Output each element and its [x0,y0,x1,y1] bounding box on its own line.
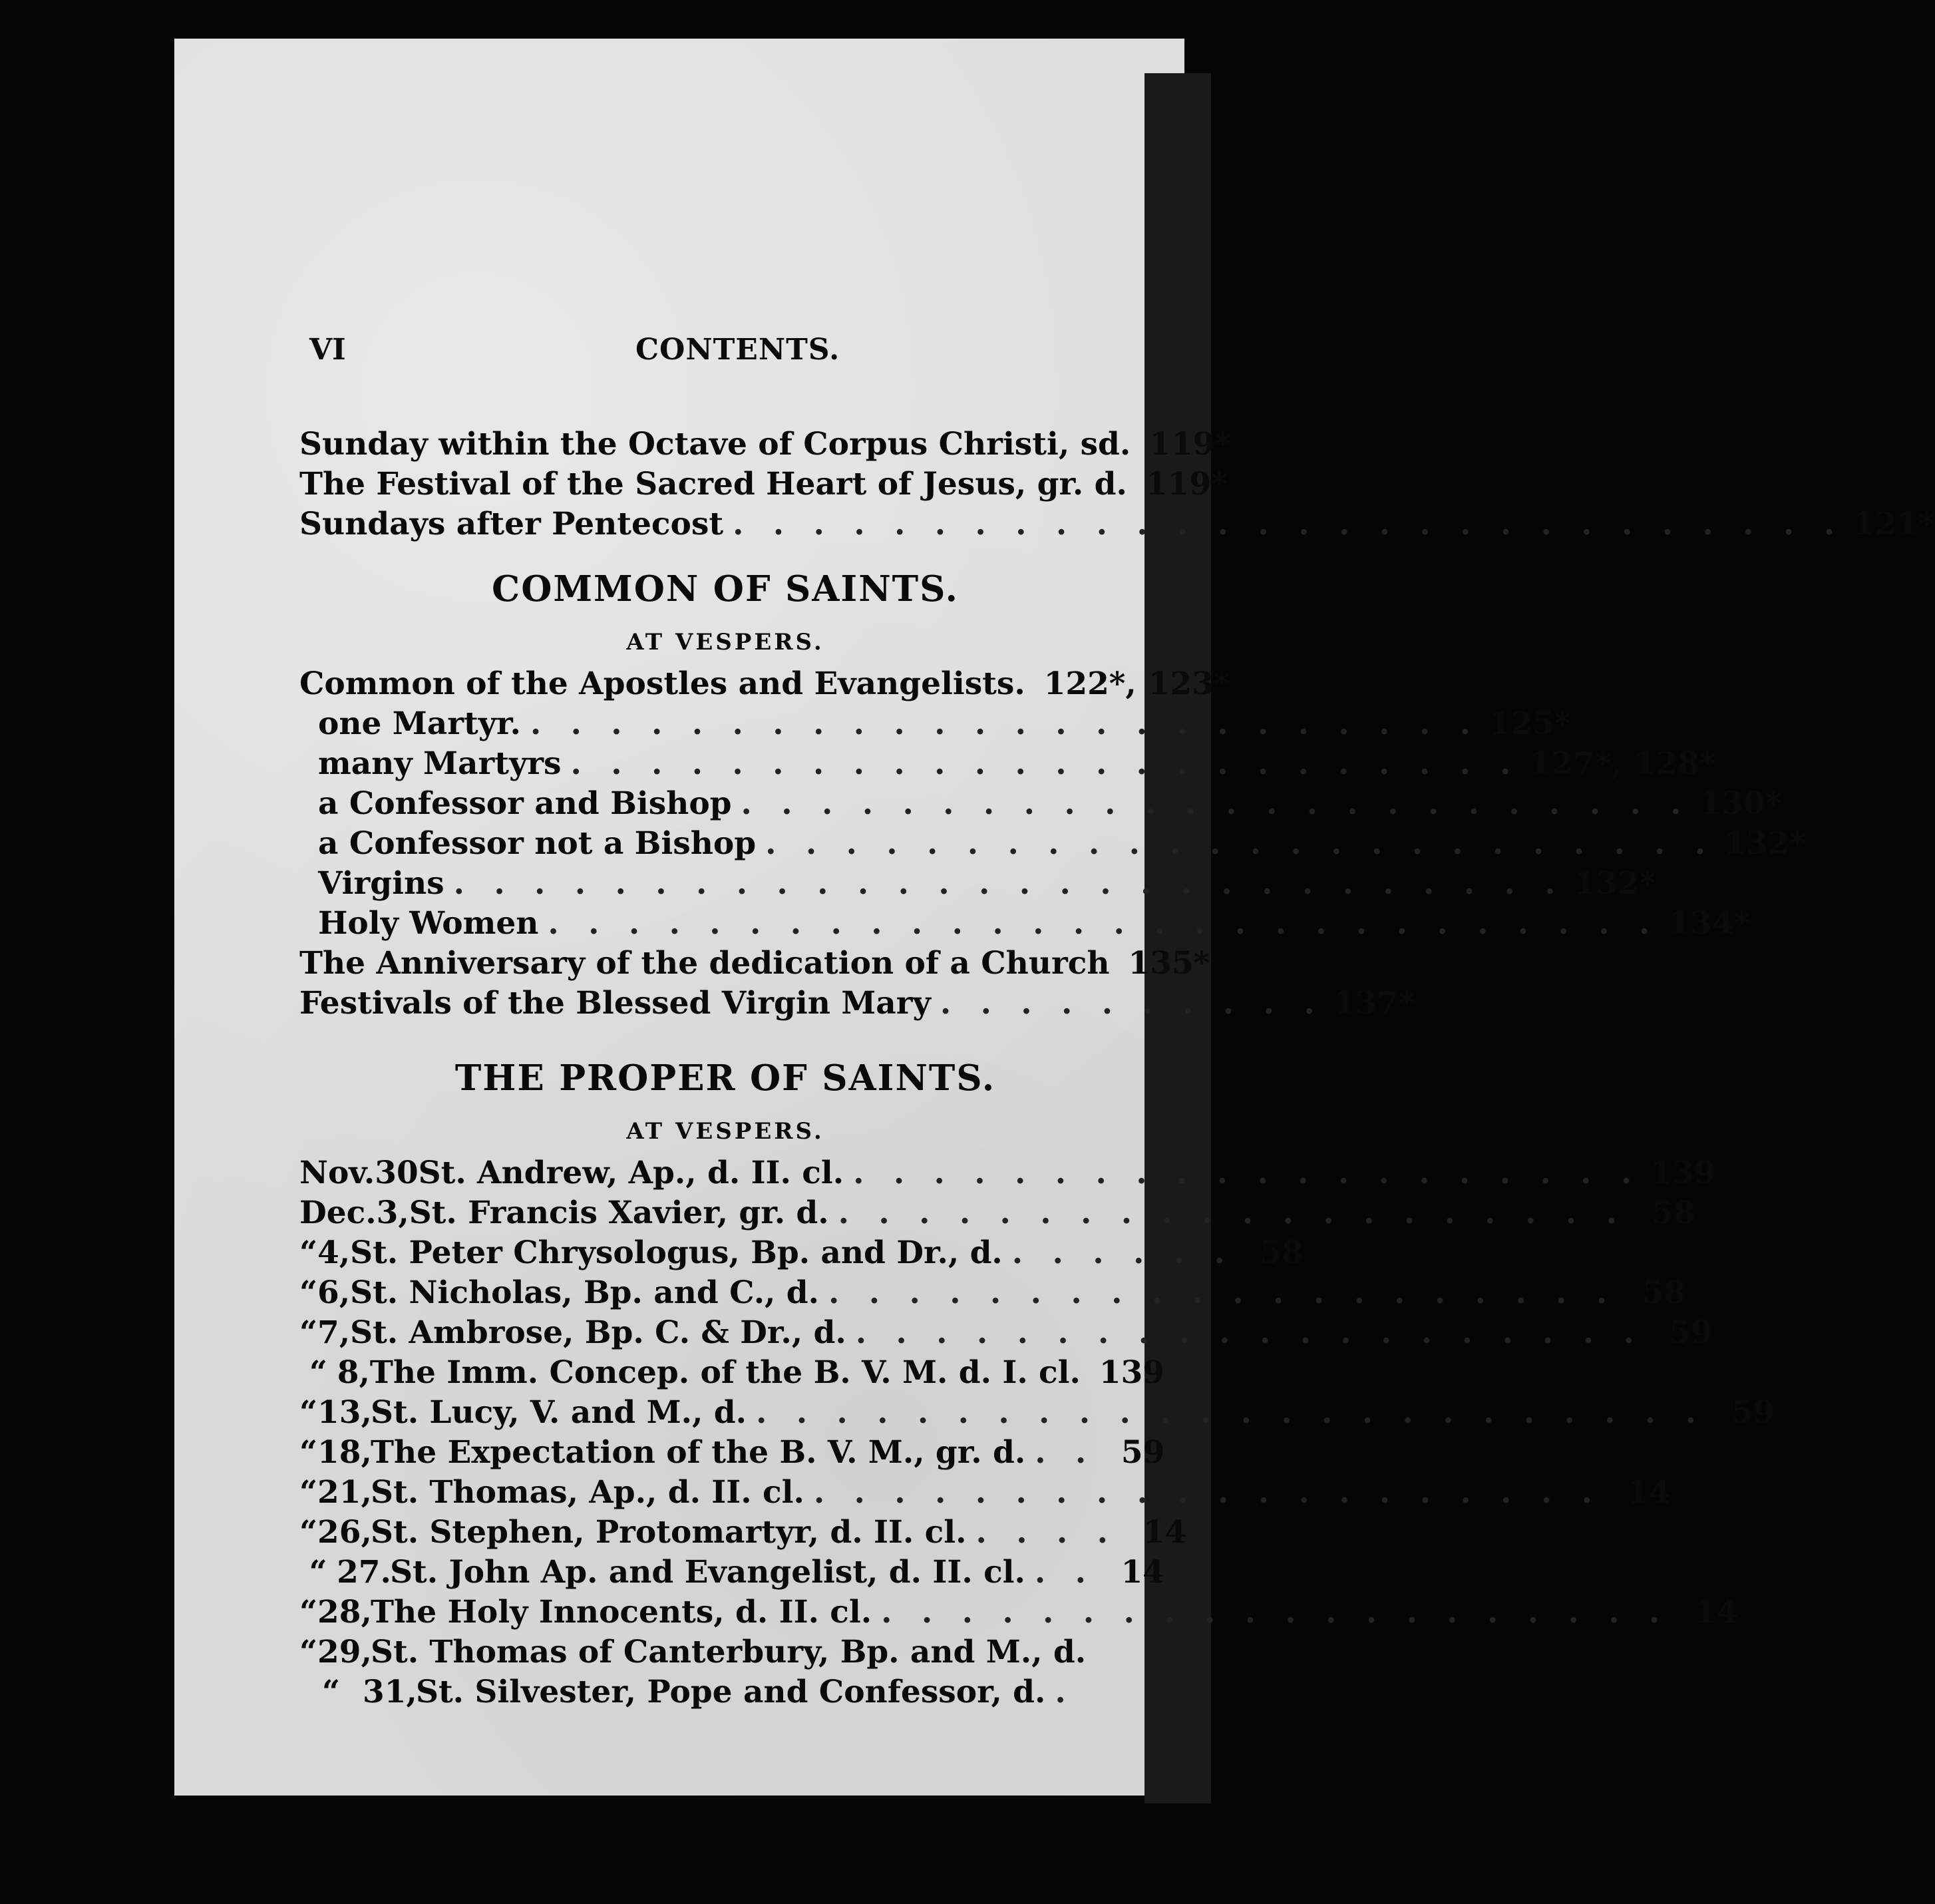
leader-dots: . . . . . . . . . . . . . . . . . . . . . . . . [741,785,1691,822]
section-heading-common: COMMON OF SAINTS. [492,568,959,610]
toc-entry[interactable] [299,1354,1164,1394]
day-label: 27. [337,1554,391,1591]
toc-entry[interactable] [299,1155,1716,1195]
toc-entry-label: The Expectation of the B. V. M., gr. d. [371,1434,1026,1471]
toc-entry-label: St. Francis Xavier, gr. d. [409,1195,829,1231]
day-label: 3, [376,1195,409,1231]
toc-entry-page: 119* [1149,426,1231,463]
day-label: 6, [317,1274,351,1311]
leader-dots: . . . . . . . . . . . . . . . . . . . . [881,1594,1670,1630]
leader-dots: . . . . . . . . . . [940,985,1324,1022]
leader-dots: . . . . . . . . . . . . . . . . . . . . [813,1474,1602,1511]
ditto-mark: “ [309,1354,327,1391]
ditto-mark: “ [299,1394,318,1431]
day-label: 30 [375,1155,419,1191]
toc-entry-page: 121* [1853,506,1935,542]
toc-entry-label: The Anniversary of the dedication of a Church [299,945,1110,982]
subheading-vespers: AT VESPERS. [626,1118,824,1145]
month-label: Dec. [299,1195,377,1231]
leader-dots: . . . . . . . . . . . . . . . . . . . . . . . . . . . . [548,905,1660,942]
toc-entry-label: Holy Women [318,905,539,942]
header-title: CONTENTS. [635,333,840,367]
ditto-mark: “ [299,1314,318,1351]
toc-entry[interactable] [299,1514,1187,1554]
toc-entry[interactable] [299,666,1230,705]
leader-dots: . . [1034,1554,1095,1591]
toc-entry[interactable] [299,1434,1164,1474]
toc-entry-label: a Confessor not a Bishop [318,825,757,862]
toc-entry-page: 58 [1642,1274,1686,1311]
ditto-mark: “ [299,1634,318,1670]
toc-entry-page: 123* [1148,666,1230,702]
day-label: 13, [317,1394,372,1431]
toc-entry[interactable] [299,1394,1775,1434]
toc-entry-label: Sundays after Pentecost [299,506,724,542]
toc-entry-page: 125* [1489,705,1571,742]
toc-entry-page: 14 [1121,1554,1164,1591]
toc-entry[interactable] [299,1195,1695,1235]
toc-entry-page: 14 [1143,1514,1187,1551]
leader-dots: . . [1035,1434,1096,1471]
toc-entry[interactable] [299,1274,1686,1314]
day-label: 4, [317,1235,351,1271]
toc-entry-page: 58 [1652,1195,1695,1231]
toc-entry-page: 58 [1260,1235,1304,1271]
toc-entry-label: The Imm. Concep. of the B. V. M. d. I. cl. [369,1354,1081,1391]
toc-entry-page-extra: 122*, [1043,666,1137,702]
toc-entry-page: 59 [1731,1394,1775,1431]
toc-entry[interactable] [299,1235,1304,1274]
toc-entry-page: 139 [1099,1354,1164,1391]
toc-entry-label: St. Lucy, V. and M., d. [371,1394,747,1431]
leader-dots: . . . . . . . . . . . . . . . . . . . . . . . . [530,705,1480,742]
toc-entry-label: a Confessor and Bishop [318,785,732,822]
day-label: 28, [317,1594,372,1630]
ditto-mark: “ [299,1474,318,1511]
toc-entry[interactable] [299,785,1782,825]
toc-entry-page: 132* [1574,865,1656,902]
toc-entry[interactable] [299,466,1228,506]
toc-entry-page: 135* [1128,945,1210,982]
leader-dots: . . . . . . . . . . . . . . . . . . . . . . . . [765,825,1715,862]
toc-entry-page: 14 [1627,1474,1671,1511]
toc-entry-label: The Festival of the Sacred Heart of Jesus, gr. d. [299,466,1127,502]
leader-dots: . . . . . . . . . . . . . . . . . . . . [853,1155,1642,1191]
leader-dots: . . . . . . . . . . . . . . . . . . . . . . . . [755,1394,1706,1431]
toc-entry-label: Sunday within the Octave of Corpus Christi, sd. [299,426,1131,463]
leader-dots: . . . . [975,1514,1118,1551]
leader-dots: . . . . . . . . . . . . . . . . . . . . . . . . . . . . [733,506,1845,542]
toc-entry-label: St. Andrew, Ap., d. II. cl. [418,1155,844,1191]
toc-entry-label: St. Thomas, Ap., d. II. cl. [371,1474,804,1511]
toc-entry[interactable] [299,426,1231,466]
toc-entry-label: Common of the Apostles and Evangelists. [299,666,1025,702]
section-heading-proper: THE PROPER OF SAINTS. [454,1057,996,1099]
toc-entry-page: 137* [1333,985,1415,1022]
toc-entry-label: St. Stephen, Protomartyr, d. II. cl. [371,1514,967,1551]
day-label: 18, [317,1434,372,1471]
toc-entry[interactable] [299,506,1935,546]
toc-entry[interactable] [299,865,1656,905]
day-label: 26, [317,1514,372,1551]
ditto-mark: “ [299,1434,318,1471]
running-header [309,333,1158,386]
day-label: 29, [317,1634,372,1670]
day-label: 31, [363,1674,417,1710]
ditto-mark: “ [299,1235,318,1271]
toc-entry[interactable] [299,1314,1713,1354]
toc-entry-label: Virgins [318,865,444,902]
toc-entry[interactable] [299,1554,1164,1594]
toc-entry-page: 59 [1121,1434,1165,1471]
toc-entry-page: 134* [1668,905,1751,942]
toc-entry[interactable] [299,1474,1671,1514]
toc-entry-label: St. Peter Chrysologus, Bp. and Dr., d. [350,1235,1003,1271]
day-label: 7, [317,1314,351,1351]
toc-entry[interactable] [299,985,1415,1025]
leader-dots: . . . . . . . . . . . . . . . . . . . . [828,1274,1617,1311]
leader-dots: . . . . . . . . . . . . . . . . . . . . . . . . . . . . [453,865,1565,902]
subheading-vespers: AT VESPERS. [626,629,824,656]
leader-dots: . . . . . . . . . . . . . . . . . . . . . . . . [570,745,1520,782]
table-of-contents [299,426,1935,1714]
toc-entry-label: St. Nicholas, Bp. and C., d. [350,1274,820,1311]
toc-entry-page: 14 [1694,1594,1739,1630]
toc-entry-label: one Martyr. [318,705,521,742]
toc-entry[interactable] [299,745,1716,785]
toc-entry-page-extra: 127*, [1529,745,1622,782]
toc-entry-label: many Martyrs [318,745,562,782]
leader-dots: . . . . . . . . . . . . . . . . . . . . [855,1314,1644,1351]
toc-entry-label: Festivals of the Blessed Virgin Mary [299,985,931,1022]
ditto-mark: “ [299,1274,318,1311]
toc-entry[interactable] [299,905,1751,945]
ditto-mark: “ [321,1674,341,1710]
toc-entry-page: 130* [1699,785,1782,822]
leader-dots: . [1055,1674,1075,1710]
day-label: 8, [337,1354,370,1391]
toc-entry-label: The Holy Innocents, d. II. cl. [371,1594,872,1630]
toc-entry-label: St. John Ap. and Evangelist, d. II. cl. [390,1554,1025,1591]
toc-entry[interactable] [299,1594,1739,1634]
ditto-mark: “ [309,1554,327,1591]
toc-entry[interactable] [299,825,1806,865]
day-label: 21, [317,1474,372,1511]
toc-entry-page: 59 [1669,1314,1713,1351]
toc-entry-page: 128* [1634,745,1716,782]
toc-entry-page: 132* [1724,825,1806,862]
toc-entry-label: St. Silvester, Pope and Confessor, d. [416,1674,1046,1710]
toc-entry[interactable] [299,945,1210,985]
ditto-mark: “ [299,1594,318,1630]
toc-entry-label: St. Ambrose, Bp. C. & Dr., d. [350,1314,846,1351]
toc-entry[interactable] [299,1634,1164,1674]
ditto-mark: “ [299,1514,318,1551]
toc-entry[interactable] [299,705,1571,745]
leader-dots: . . . . . . . . . . . . . . . . . . . . [838,1195,1626,1231]
toc-entry[interactable] [299,1674,1164,1714]
leader-dots: . . . . . . [1011,1235,1234,1271]
month-label: Nov. [299,1155,375,1191]
toc-entry-label: St. Thomas of Canterbury, Bp. and M., d. [371,1634,1087,1670]
toc-entry-page: 119* [1145,466,1228,502]
page-number-roman: VI [309,333,346,367]
toc-entry-page: 139 [1650,1155,1716,1191]
